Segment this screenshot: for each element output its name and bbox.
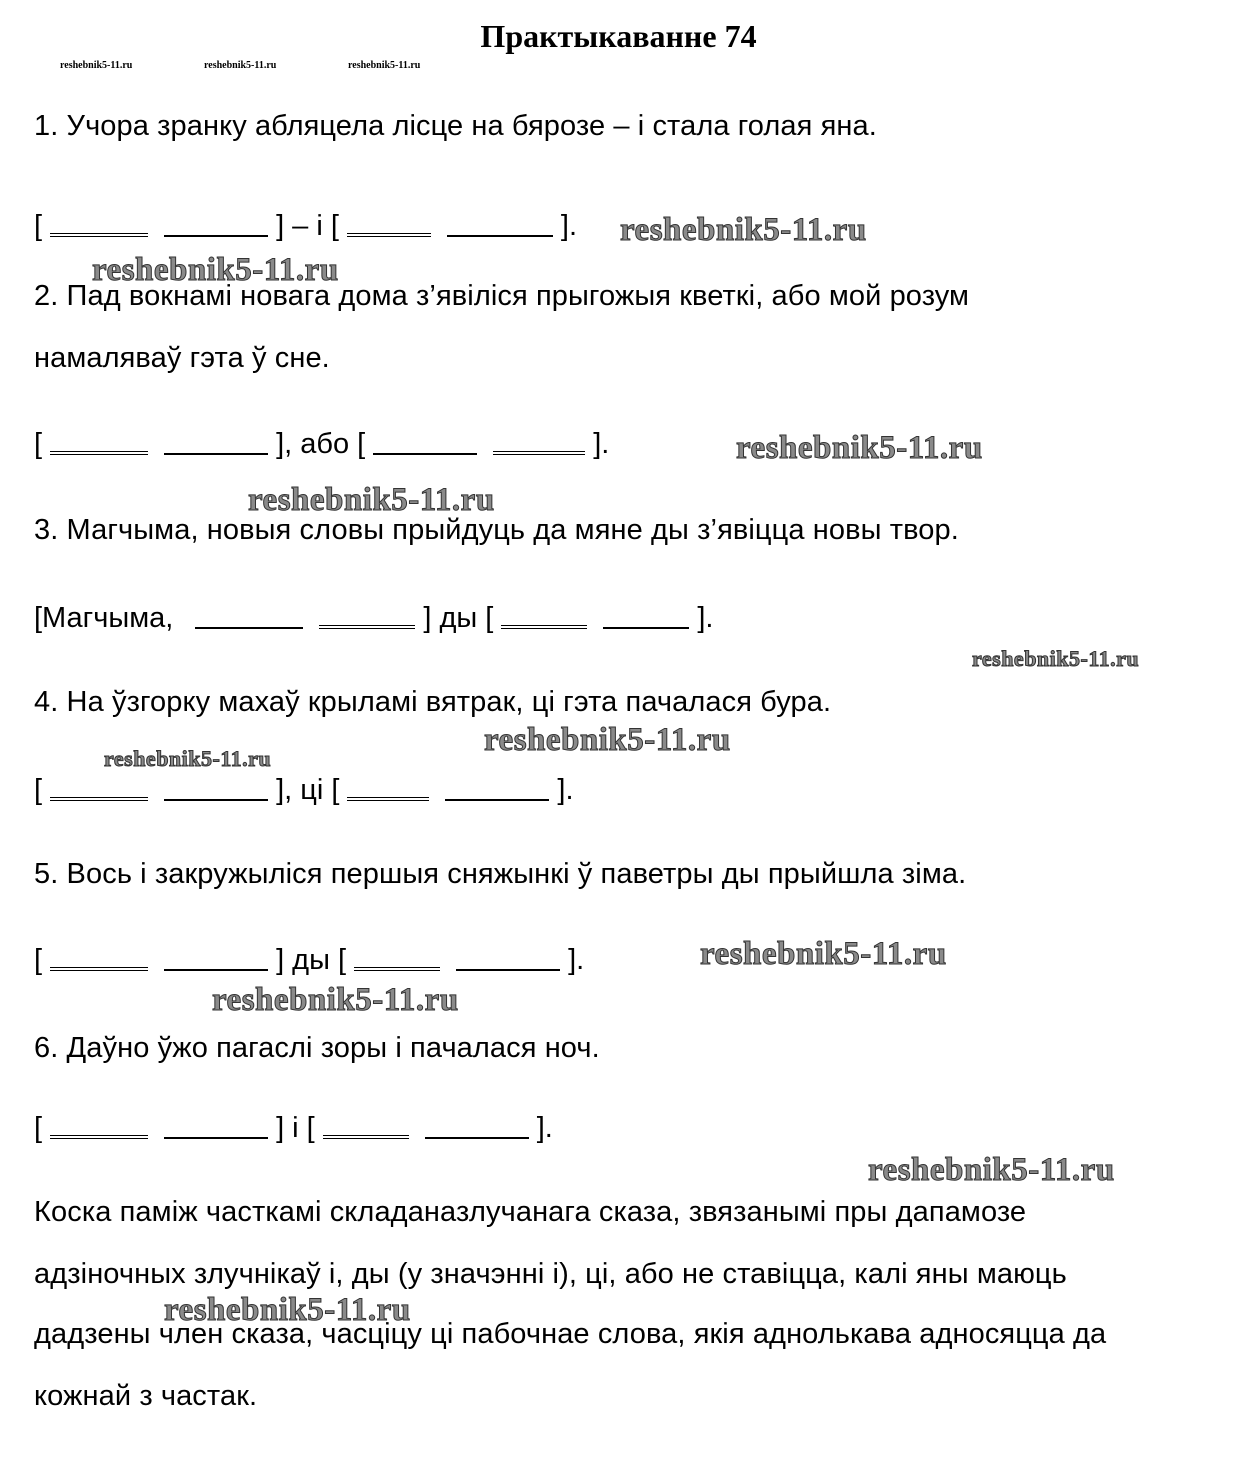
header-watermark: reshebnik5-11.ru — [204, 60, 277, 71]
sentence-3: 3. Магчыма, новыя словы прыйдуць да мяне ды з’явіцца новы твор. — [34, 514, 959, 546]
rule-line-4: кожнай з частак. — [34, 1380, 258, 1412]
scheme-close: ]. — [536, 1112, 553, 1144]
predicate-underline — [164, 799, 268, 801]
scheme-close: ]. — [697, 602, 714, 634]
scheme-3 — [34, 602, 713, 635]
subject-underline — [319, 625, 415, 629]
watermark: reshebnik5-11.ru — [248, 482, 495, 518]
predicate-underline — [164, 453, 268, 455]
scheme-mid: ] ды [ — [423, 602, 494, 634]
subject-underline — [50, 451, 148, 455]
subject-underline — [354, 967, 440, 971]
rule-line-2: адзіночных злучнікаў і, ды (у значэнні і), ці, або не ставіцца, калі яны маюць — [34, 1258, 1067, 1290]
scheme-close: ]. — [593, 428, 610, 460]
scheme-4 — [34, 774, 574, 807]
subject-underline — [50, 967, 148, 971]
sentence-6: 6. Даўно ўжо пагаслі зоры і пачалася ноч. — [34, 1032, 600, 1064]
watermark: reshebnik5-11.ru — [484, 722, 731, 758]
scheme-mid: ] – і [ — [276, 210, 339, 242]
header-watermark: reshebnik5-11.ru — [60, 60, 133, 71]
watermark: reshebnik5-11.ru — [104, 746, 272, 771]
predicate-underline — [445, 799, 549, 801]
scheme-open: [ — [34, 428, 43, 460]
watermark: reshebnik5-11.ru — [700, 936, 947, 972]
scheme-open: [ — [34, 210, 43, 242]
scheme-close: ]. — [568, 944, 585, 976]
scheme-close: ]. — [560, 210, 578, 242]
predicate-underline — [195, 627, 303, 629]
predicate-underline — [447, 235, 553, 237]
sentence-2-line-1: 2. Пад вокнамі новага дома з’явіліся прыгожыя кветкі, або мой розум — [34, 280, 970, 312]
watermark: reshebnik5-11.ru — [212, 982, 459, 1018]
sentence-1: 1. Учора зранку абляцела лісце на бярозе – і стала голая яна. — [34, 110, 877, 142]
rule-line-1: Коска паміж часткамі складаназлучанага сказа, звязанымі пры дапамозе — [34, 1196, 1027, 1228]
subject-underline — [493, 451, 585, 455]
scheme-5 — [34, 944, 584, 977]
header-watermark: reshebnik5-11.ru — [348, 60, 421, 71]
predicate-underline — [456, 969, 560, 971]
subject-underline — [50, 797, 148, 801]
subject-underline — [347, 797, 429, 801]
subject-underline — [50, 233, 148, 237]
scheme-mid: ] і [ — [276, 1112, 315, 1144]
watermark: reshebnik5-11.ru — [972, 646, 1140, 671]
subject-underline — [323, 1135, 409, 1139]
scheme-mid: ], ці [ — [276, 774, 340, 806]
predicate-underline — [164, 235, 268, 237]
scheme-open: [ — [34, 774, 43, 806]
predicate-underline — [164, 969, 268, 971]
predicate-underline — [373, 453, 477, 455]
watermark: reshebnik5-11.ru — [868, 1152, 1115, 1188]
scheme-mid: ], або [ — [276, 428, 366, 460]
scheme-open: [ — [34, 1112, 43, 1144]
watermark: reshebnik5-11.ru — [736, 430, 983, 466]
scheme-mid: ] ды [ — [276, 944, 347, 976]
scheme-6 — [34, 1112, 553, 1145]
subject-underline — [50, 1135, 148, 1139]
predicate-underline — [425, 1137, 529, 1139]
scheme-open: [ — [34, 944, 43, 976]
subject-underline — [347, 233, 431, 237]
scheme-1 — [34, 210, 577, 243]
watermark: reshebnik5-11.ru — [164, 1292, 411, 1328]
scheme-2 — [34, 428, 609, 461]
scheme-open: [Магчыма, — [34, 602, 174, 634]
sentence-4: 4. На ўзгорку махаў крыламі вятрак, ці гэта пачалася бура. — [34, 686, 832, 718]
watermark: reshebnik5-11.ru — [92, 252, 339, 288]
watermark: reshebnik5-11.ru — [620, 212, 867, 248]
predicate-underline — [603, 627, 689, 629]
rule-line-3: дадзены член сказа, часціцу ці пабочнае слова, якія аднолькава адносяцца да — [34, 1318, 1107, 1350]
page-title: Практыкаванне 74 — [480, 18, 757, 54]
sentence-2-line-2: намаляваў гэта ў сне. — [34, 342, 330, 374]
subject-underline — [501, 625, 587, 629]
sentence-5: 5. Вось і закружыліся першыя сняжынкі ў паветры ды прыйшла зіма. — [34, 858, 967, 890]
scheme-close: ]. — [557, 774, 574, 806]
predicate-underline — [164, 1137, 268, 1139]
